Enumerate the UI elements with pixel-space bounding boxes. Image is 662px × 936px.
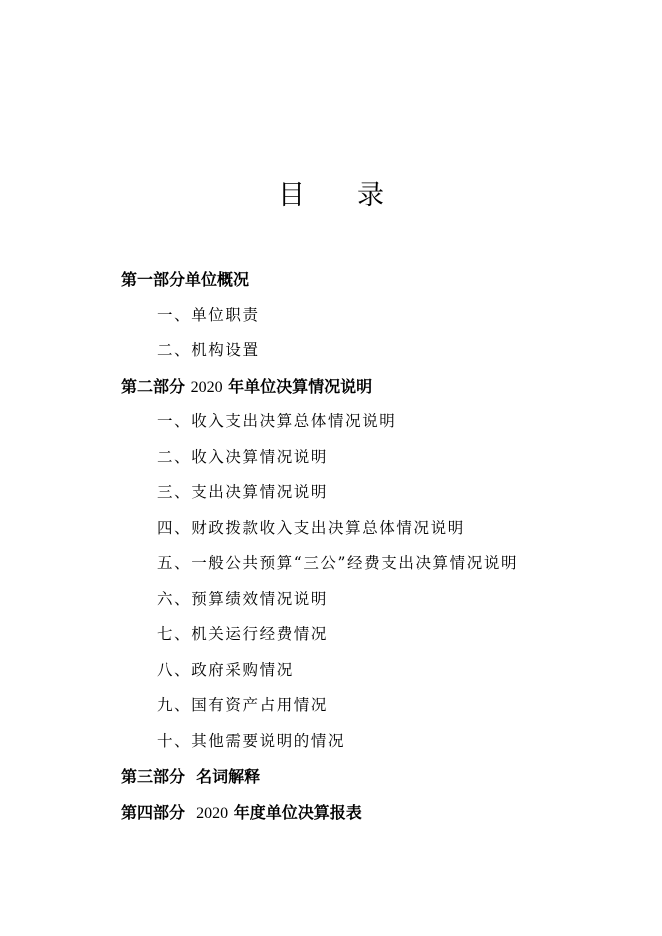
title-char-2: 录 [357,180,384,211]
toc-item [0,298,662,334]
toc-part-label-suffix: 年单位决算情况说明 [222,376,373,396]
page-title [0,176,662,216]
toc-part-year: 2020 [196,804,229,822]
toc-item [0,511,662,547]
toc-item [0,546,662,582]
toc-part-label: 第二部分 [121,376,191,396]
toc-item [0,688,662,724]
toc-item [0,440,662,476]
toc-item [0,404,662,440]
toc-item-label: 一、单位职责 [157,305,260,324]
toc-part-year: 2020 [190,378,223,396]
toc-item-label: 四、财政拨款收入支出决算总体情况说明 [157,518,465,537]
toc-item-label: 一、收入支出决算总体情况说明 [157,412,397,430]
toc-item [0,475,662,511]
toc-item-label: 二、机构设置 [157,341,260,359]
toc-item-label: 二、收入决算情况说明 [157,447,329,466]
title-char-1: 目 [278,180,305,211]
toc-part-label-suffix: 年度单位决算报表 [228,802,362,822]
toc-item [0,724,662,760]
toc-part-4 [0,795,662,831]
toc-part-label: 第四部分 [121,802,197,822]
toc-item-label: 五、一般公共预算“三公”经费支出决算情况说明 [157,554,519,572]
toc-part-2 [0,369,662,405]
toc-item [0,333,662,369]
toc-item [0,617,662,653]
toc-item-label: 六、预算绩效情况说明 [157,589,329,608]
toc-part-label: 第三部分 名词解释 [121,767,261,786]
toc-item [0,653,662,689]
toc-item [0,582,662,618]
toc-item-label: 十、其他需要说明的情况 [157,731,346,750]
toc-item-label: 七、机关运行经费情况 [157,625,329,643]
toc-item-label: 九、国有资产占用情况 [157,696,329,714]
toc-item-label: 八、政府采购情况 [157,660,294,679]
table-of-contents [0,262,662,830]
toc-part-3 [0,759,662,795]
toc-part-label: 第一部分单位概况 [121,270,250,289]
toc-part-1 [0,262,662,298]
toc-item-label: 三、支出决算情况说明 [157,483,329,501]
